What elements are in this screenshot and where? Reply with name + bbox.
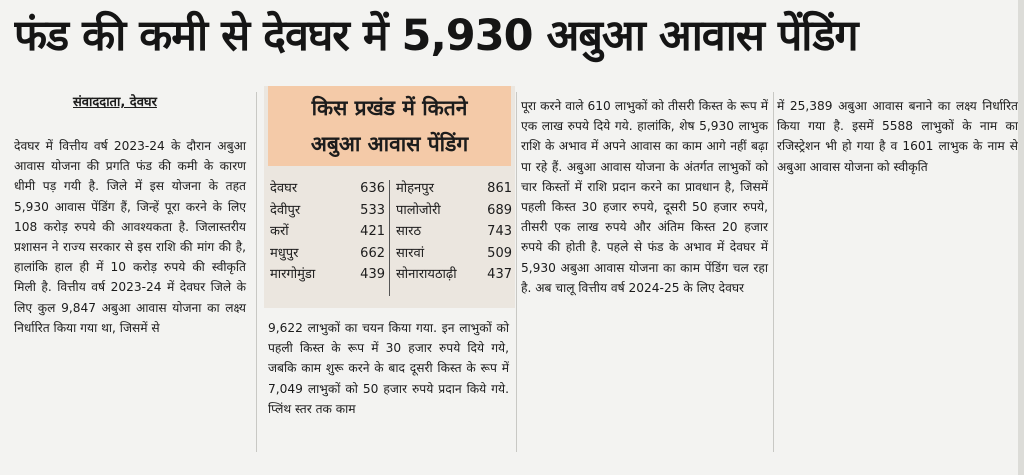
block-name: मारगोमुंडा (270, 267, 316, 282)
block-row (270, 243, 385, 265)
article-column-3: पूरा करने वाले 610 लाभुकों को तीसरी किस्त के रूप में एक लाख रुपये दिये गये. हालांकि, शेष 5,930 लाभुक राशि के अभाव में अपने आवास का काम आगे नहीं बढ़ा पा रहे हैं. अबुआ आवास योजना के अंतर्गत लाभुकों को चार किस्तों में राशि प्रदान करने का प्रावधान है, जिसमें पहली किस्त 30 हजार रुपये, दूसरी 50 हजार रुपये, तीसरी एक लाख रुपये और अंतिम किस्त 20 हजार रुपये की होती है. पहले से फंड के अभाव में देवघर में 5,930 अबुआ आवास योजना का काम पेंडिंग चल रहा है. अब चालू वित्तीय वर्ष 2024-25 के लिए देवघर (521, 99, 768, 295)
clipping-edge (1018, 0, 1024, 475)
block-count: 439 (360, 267, 385, 282)
column-divider (516, 92, 517, 452)
block-name: सोनारायठाढ़ी (396, 267, 457, 282)
block-name: सारठ (396, 224, 422, 239)
byline: संवाददाता, देवघर (73, 95, 157, 110)
block-row (270, 178, 385, 200)
block-name: देवीपुर (270, 202, 301, 218)
block-count: 421 (360, 224, 385, 239)
block-count: 662 (360, 245, 385, 261)
pending-by-block-box (264, 86, 515, 308)
block-row (270, 221, 385, 243)
block-count: 509 (487, 245, 512, 261)
box-title-line-2: अबुआ आवास पेंडिंग (310, 132, 469, 156)
block-count: 743 (487, 224, 512, 239)
block-name: देवघर (270, 181, 298, 196)
block-row (396, 178, 512, 200)
block-row (270, 200, 385, 222)
block-count: 437 (487, 267, 512, 282)
block-count: 689 (487, 202, 512, 218)
block-list-right (396, 178, 512, 286)
column-divider (773, 92, 774, 452)
table-divider (389, 180, 390, 296)
column-divider (256, 92, 257, 452)
block-row (396, 264, 512, 286)
article-column-1: देवघर में वित्तीय वर्ष 2023-24 के दौरान अबुआ आवास योजना की प्रगति फंड की कमी के कारण धीमी पड़ गयी है. जिले में इस योजना के तहत 5,930 आवास पेंडिंग हैं, जिन्हें पूरा करने के लिए 108 करोड़ रुपये की आवश्यकता है. जिलास्तरीय प्रशासन ने राज्य सरकार से इस राशि की मांग की है, हालांकि हाल ही में 10 करोड़ रुपये की स्वीकृति मिली है. वित्तीय वर्ष 2023-24 में देवघर जिले के लिए कुल 9,847 अबुआ आवास योजना का लक्ष्य निर्धारित किया गया था, जिसमें से (14, 139, 246, 335)
box-title-line-1: किस प्रखंड में कितने (311, 96, 468, 120)
block-list-left (270, 178, 385, 286)
headline: फंड की कमी से देवघर में 5,930 अबुआ आवास पेंडिंग (14, 11, 858, 61)
block-name: सारवां (396, 245, 425, 261)
block-row (396, 243, 512, 265)
article-column-4: में 25,389 अबुआ आवास बनाने का लक्ष्य निर्धारित किया गया है. इसमें 5588 लाभुकों के नाम का रजिस्ट्रेशन भी हो गया है व 1601 लाभुक के नाम से अबुआ आवास योजना को स्वीकृति (777, 99, 1018, 174)
block-row (396, 221, 512, 243)
block-count: 861 (487, 181, 512, 196)
block-row (270, 264, 385, 286)
block-row (396, 200, 512, 222)
box-title (268, 86, 511, 166)
article-column-2: 9,622 लाभुकों का चयन किया गया. इन लाभुकों को पहली किस्त के रूप में 30 हजार रुपये दिये गये, जबकि काम शुरू करने के बाद दूसरी किस्त के रूप में 7,049 लाभुकों को 50 हजार रुपये प्रदान किये गये. प्लिंथ स्तर तक काम (268, 321, 509, 416)
block-count: 533 (360, 202, 385, 218)
block-name: मधुपुर (270, 245, 299, 261)
block-name: पालोजोरी (396, 202, 441, 218)
block-name: मोहनपुर (396, 181, 434, 196)
block-count: 636 (360, 181, 385, 196)
block-name: करों (270, 224, 289, 239)
